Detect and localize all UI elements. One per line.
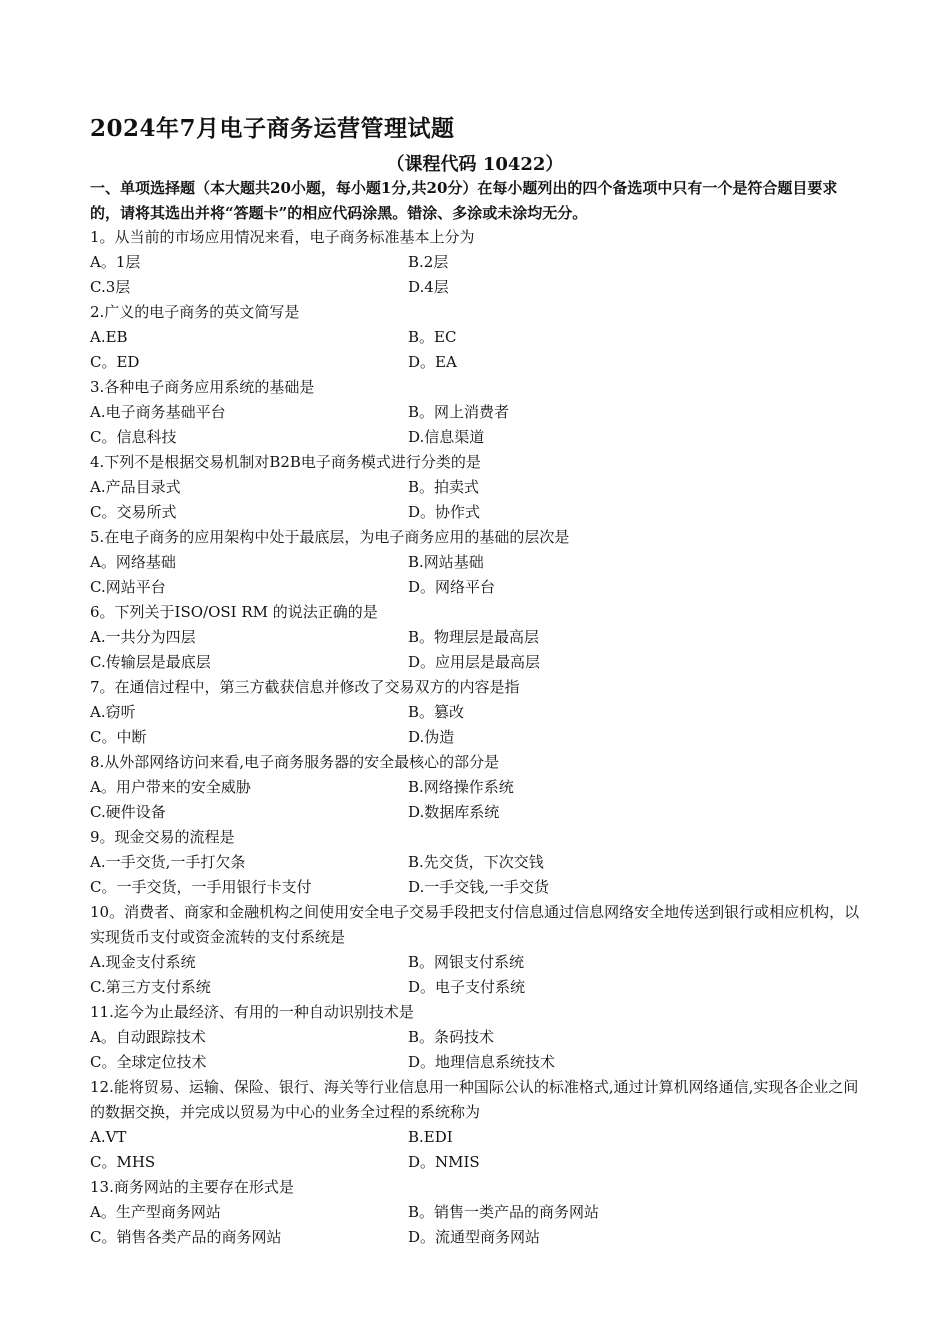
option-b: B。网上消费者 — [408, 403, 510, 421]
question-stem: 4.下列不是根据交易机制对B2B电子商务模式进行分类的是 — [90, 453, 481, 471]
question-stem: 10。消费者、商家和金融机构之间使用安全电子交易手段把支付信息通过信息网络安全地传送到银行或相应机构，以实现货币支付或资金流转的支付系统是 — [90, 903, 860, 946]
option-a: A.一共分为四层 — [90, 628, 196, 646]
option-row — [90, 1200, 865, 1225]
option-row — [90, 550, 865, 575]
question-item — [90, 600, 865, 675]
question-item — [90, 750, 865, 825]
option-d: D。协作式 — [408, 503, 481, 521]
option-d: D。应用层是最高层 — [408, 653, 541, 671]
option-row — [90, 650, 865, 675]
question-item — [90, 900, 865, 1000]
option-a: A.产品目录式 — [90, 478, 181, 496]
option-c: C.3层 — [90, 278, 131, 296]
option-c: C。交易所式 — [90, 503, 177, 521]
option-row — [90, 325, 865, 350]
question-stem: 7。在通信过程中，第三方截获信息并修改了交易双方的内容是指 — [90, 678, 520, 696]
option-c: C。ED — [90, 353, 140, 371]
option-d: D。地理信息系统技术 — [408, 1053, 556, 1071]
option-row — [90, 700, 865, 725]
option-d: D。网络平台 — [408, 578, 496, 596]
question-stem: 12.能将贸易、运输、保险、银行、海关等行业信息用一种国际公认的标准格式,通过计算机网络通信,实现各企业之间的数据交换，并完成以贸易为中心的业务全过程的系统称为 — [90, 1078, 859, 1121]
option-d: D。流通型商务网站 — [408, 1228, 541, 1246]
question-item — [90, 1000, 865, 1075]
question-item — [90, 375, 865, 450]
option-a: A。网络基础 — [90, 553, 176, 571]
option-d: D。EA — [408, 353, 457, 371]
question-item — [90, 1075, 865, 1175]
option-b: B.2层 — [408, 253, 449, 271]
option-row — [90, 1050, 865, 1075]
option-row — [90, 1150, 865, 1175]
option-row — [90, 400, 865, 425]
option-row — [90, 475, 865, 500]
option-a: A.一手交货,一手打欠条 — [90, 853, 246, 871]
option-row — [90, 425, 865, 450]
option-b: B.EDI — [408, 1128, 453, 1146]
question-item — [90, 1175, 865, 1250]
option-b: B。物理层是最高层 — [408, 628, 540, 646]
question-item — [90, 450, 865, 525]
option-c: C。全球定位技术 — [90, 1053, 207, 1071]
question-list — [90, 225, 865, 1250]
option-row — [90, 875, 865, 900]
option-d: D.信息渠道 — [408, 428, 485, 446]
option-row — [90, 275, 865, 300]
option-row — [90, 350, 865, 375]
question-item — [90, 525, 865, 600]
option-row — [90, 500, 865, 525]
option-c: C.传输层是最底层 — [90, 653, 211, 671]
option-b: B。条码技术 — [408, 1028, 495, 1046]
option-a: A.现金支付系统 — [90, 953, 196, 971]
question-stem: 2.广义的电子商务的英文简写是 — [90, 303, 300, 321]
question-item — [90, 300, 865, 375]
option-a: A.窃听 — [90, 703, 136, 721]
option-c: C.第三方支付系统 — [90, 978, 211, 996]
option-c: C。一手交货，一手用银行卡支付 — [90, 878, 312, 896]
option-row — [90, 1025, 865, 1050]
question-stem: 9。现金交易的流程是 — [90, 828, 235, 846]
option-row — [90, 975, 865, 1000]
option-c: C.网站平台 — [90, 578, 166, 596]
option-row — [90, 1125, 865, 1150]
question-item — [90, 225, 865, 300]
option-row — [90, 575, 865, 600]
option-b: B。篡改 — [408, 703, 465, 721]
option-b: B.网络操作系统 — [408, 778, 514, 796]
question-stem: 8.从外部网络访问来看,电子商务服务器的安全最核心的部分是 — [90, 753, 500, 771]
question-stem: 5.在电子商务的应用架构中处于最底层，为电子商务应用的基础的层次是 — [90, 528, 570, 546]
question-stem: 1。从当前的市场应用情况来看，电子商务标准基本上分为 — [90, 228, 475, 246]
option-d: D.伪造 — [408, 728, 455, 746]
option-b: B.网站基础 — [408, 553, 484, 571]
option-a: A。1层 — [90, 253, 141, 271]
option-d: D。NMIS — [408, 1153, 480, 1171]
section-instructions: 一、单项选择题（本大题共20小题，每小题1分,共20分）在每小题列出的四个备选项中只有一个是符合题目要求的，请将其选出并将“答题卡”的相应代码涂黑。错涂、多涂或未涂均无分。 — [90, 179, 838, 222]
question-stem: 3.各种电子商务应用系统的基础是 — [90, 378, 315, 396]
option-d: D。电子支付系统 — [408, 978, 526, 996]
option-a: A。生产型商务网站 — [90, 1203, 221, 1221]
option-row — [90, 800, 865, 825]
option-c: C。中断 — [90, 728, 147, 746]
question-stem: 13.商务网站的主要存在形式是 — [90, 1178, 294, 1196]
option-row — [90, 250, 865, 275]
option-b: B。销售一类产品的商务网站 — [408, 1203, 600, 1221]
option-row — [90, 1225, 865, 1250]
option-b: B。EC — [408, 328, 457, 346]
exam-title: 2024年7月电子商务运营管理试题 — [90, 115, 455, 142]
option-a: A。自动跟踪技术 — [90, 1028, 206, 1046]
option-row — [90, 950, 865, 975]
option-c: C。MHS — [90, 1153, 156, 1171]
option-a: A.VT — [90, 1128, 127, 1146]
option-row — [90, 850, 865, 875]
question-stem: 6。下列关于ISO/OSI RM 的说法正确的是 — [90, 603, 378, 621]
option-a: A.EB — [90, 328, 128, 346]
option-d: D.一手交钱,一手交货 — [408, 878, 550, 896]
option-d: D.4层 — [408, 278, 449, 296]
option-b: B。拍卖式 — [408, 478, 480, 496]
option-b: B。网银支付系统 — [408, 953, 525, 971]
option-a: A.电子商务基础平台 — [90, 403, 226, 421]
option-a: A。用户带来的安全威胁 — [90, 778, 251, 796]
option-row — [90, 625, 865, 650]
question-item — [90, 825, 865, 900]
question-stem: 11.迄今为止最经济、有用的一种自动识别技术是 — [90, 1003, 414, 1021]
option-b: B.先交货，下次交钱 — [408, 853, 544, 871]
option-d: D.数据库系统 — [408, 803, 500, 821]
question-item — [90, 675, 865, 750]
option-c: C.硬件设备 — [90, 803, 166, 821]
option-c: C。销售各类产品的商务网站 — [90, 1228, 282, 1246]
option-row — [90, 725, 865, 750]
option-c: C。信息科技 — [90, 428, 177, 446]
option-row — [90, 775, 865, 800]
course-code: （课程代码 10422） — [386, 154, 564, 175]
